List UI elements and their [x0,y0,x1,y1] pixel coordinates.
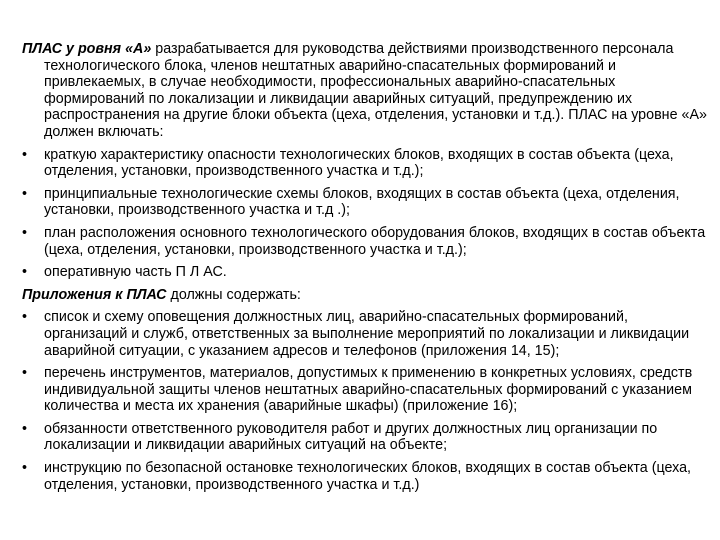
list-item [22,365,710,415]
bullet-icon: • [22,365,28,382]
bullet-icon: • [22,460,28,477]
slide-content [22,41,710,499]
list-item [22,264,710,281]
section-a-text: разрабатывается для руководства действиями производственного персонала технологического блока, членов нештатных аварийно-спасательных формирований и привлекаемых, в случае необходимости, профессиональных аварийно-спасательных формирований по локализации и ликвидации аварийных ситуаций, предупреждению их распространения на другие блоки объекта (цеха, отделения, установки и т.д.). ПЛАС на уровне «А» должен включать: [44,41,707,140]
list-item-text: список и схему оповещения должностных лиц, аварийно-спасательных формирований, организаций и служб, ответственных за выполнение мероприятий по локализации и ликвидации аварийной ситуации, с указанием адресов и телефонов (приложения 14, 15); [44,309,690,359]
bullet-icon: • [22,224,28,241]
bullet-icon: • [22,146,28,163]
appendix-lead: Приложения к ПЛАС [22,286,167,303]
list-item [22,225,710,258]
list-item-text: план расположения основного технологического оборудования блоков, входящих в состав объекта (цеха, отделения, установки, производственного участка и т.д.); [44,224,706,258]
appendix-text: должны содержать: [166,286,301,303]
bullet-icon: • [22,309,28,326]
list-item [22,309,710,359]
list-item-text: краткую характеристику опасности технологических блоков, входящих в состав объекта (цеха, отделения, установки, производственного участка и т.д.); [44,146,674,180]
list-item-text: инструкцию по безопасной остановке технологических блоков, входящих в состав объекта (цеха, отделения, установки, производственного участка и т.д.) [44,460,692,493]
bullet-icon: • [22,185,28,202]
appendix-intro [22,287,710,304]
list-item [22,147,710,180]
list-item [22,186,710,219]
list-item-text: обязанности ответственного руководителя работ и других должностных лиц организации по локализации и ликвидации аварийных ситуаций на объекте; [44,420,658,454]
bullet-icon: • [22,420,28,437]
list-item [22,460,710,493]
list-item-text: перечень инструментов, материалов, допустимых к применению в конкретных условиях, средств индивидуальной защиты членов нештатных аварийно-спасательных формирований с указанием количества и места их хранения (аварийные шкафы) (приложение 16); [44,365,693,415]
bullet-icon: • [22,264,28,281]
list-item-text: оперативную часть П Л АС. [44,264,227,281]
section-a-lead: ПЛАС у ровня «А» [22,41,152,57]
list-item-text: принципиальные технологические схемы блоков, входящих в состав объекта (цеха, отделения, установки, производственного участка и т.д .); [44,185,680,219]
section-a-intro [22,41,710,141]
list-item [22,421,710,454]
